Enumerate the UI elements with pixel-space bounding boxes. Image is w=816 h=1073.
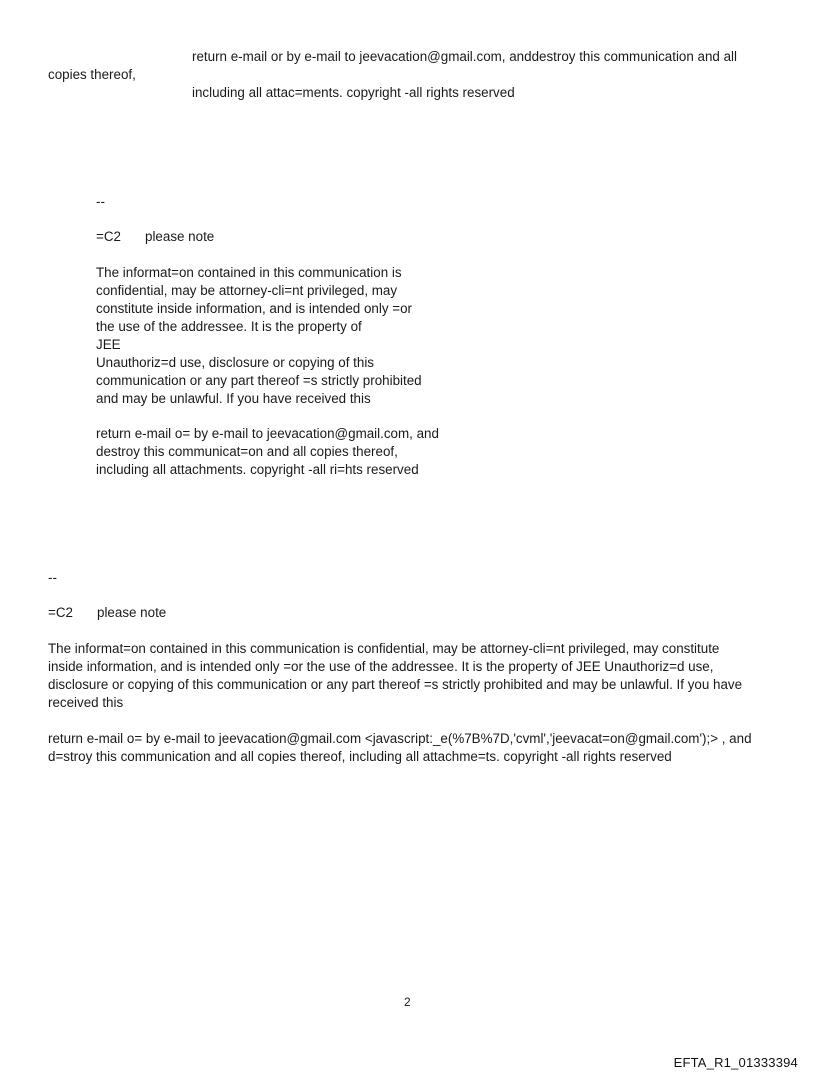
middle-paragraph-2 bbox=[96, 425, 439, 479]
middle-para1-line: JEE bbox=[96, 337, 121, 352]
top-line-2: copies thereof, bbox=[48, 67, 136, 82]
bottom-para2-line: d=stroy this communication and all copies thereof, including all attachme=ts. copyright -all rights reserved bbox=[48, 749, 672, 764]
bottom-para1-line: inside information, and is intended only =or the use of the addressee. It is the property of JEE Unauthoriz=d use, bbox=[48, 659, 714, 674]
middle-paragraph-1 bbox=[96, 264, 422, 408]
middle-para2-line: destroy this communicat=on and all copies thereof, bbox=[96, 444, 398, 459]
middle-para1-line: confidential, may be attorney-cli=nt privileged, may bbox=[96, 283, 398, 298]
middle-note-header bbox=[96, 228, 214, 246]
bottom-para2-line: return e-mail o= by e-mail to jeevacation@gmail.com <javascript:_e(%7B%7D,'cvml','jeevacat=on@gmail.com');> , and bbox=[48, 731, 752, 746]
middle-para1-line: communication or any part thereof =s strictly prohibited bbox=[96, 373, 422, 388]
top-line-1: return e-mail or by e-mail to jeevacation@gmail.com, anddestroy this communication and all bbox=[192, 49, 737, 64]
middle-dashes: -- bbox=[96, 194, 105, 209]
middle-para2-line: including all attachments. copyright -all ri=hts reserved bbox=[96, 462, 419, 477]
middle-para1-line: constitute inside information, and is intended only =or bbox=[96, 301, 412, 316]
middle-para1-line: The informat=on contained in this communication is bbox=[96, 265, 402, 280]
page-number: 2 bbox=[404, 995, 411, 1009]
bottom-para1-line: disclosure or copying of this communication or any part thereof =s strictly prohibited and may be unlawful. If you have bbox=[48, 677, 743, 692]
middle-note-heading: please note bbox=[145, 229, 215, 244]
middle-note-label: =C2 bbox=[96, 229, 121, 244]
middle-para1-line: Unauthoriz=d use, disclosure or copying of this bbox=[96, 355, 375, 370]
bottom-note-label: =C2 bbox=[48, 605, 73, 620]
document-id: EFTA_R1_01333394 bbox=[673, 1055, 798, 1070]
bottom-note-heading: please note bbox=[97, 605, 167, 620]
bottom-para1-line: The informat=on contained in this communication is confidential, may be attorney-cli=nt privileged, may constitute bbox=[48, 641, 720, 656]
middle-para1-line: and may be unlawful. If you have received this bbox=[96, 391, 371, 406]
bottom-para1-line: received this bbox=[48, 695, 124, 710]
bottom-paragraph-2 bbox=[48, 730, 752, 766]
top-line-3: including all attac=ments. copyright -all rights reserved bbox=[192, 85, 515, 100]
middle-para2-line: return e-mail o= by e-mail to jeevacation@gmail.com, and bbox=[96, 426, 439, 441]
bottom-dashes: -- bbox=[48, 570, 57, 585]
bottom-paragraph-1 bbox=[48, 640, 742, 712]
bottom-note-header bbox=[48, 604, 166, 622]
middle-para1-line: the use of the addressee. It is the property of bbox=[96, 319, 362, 334]
